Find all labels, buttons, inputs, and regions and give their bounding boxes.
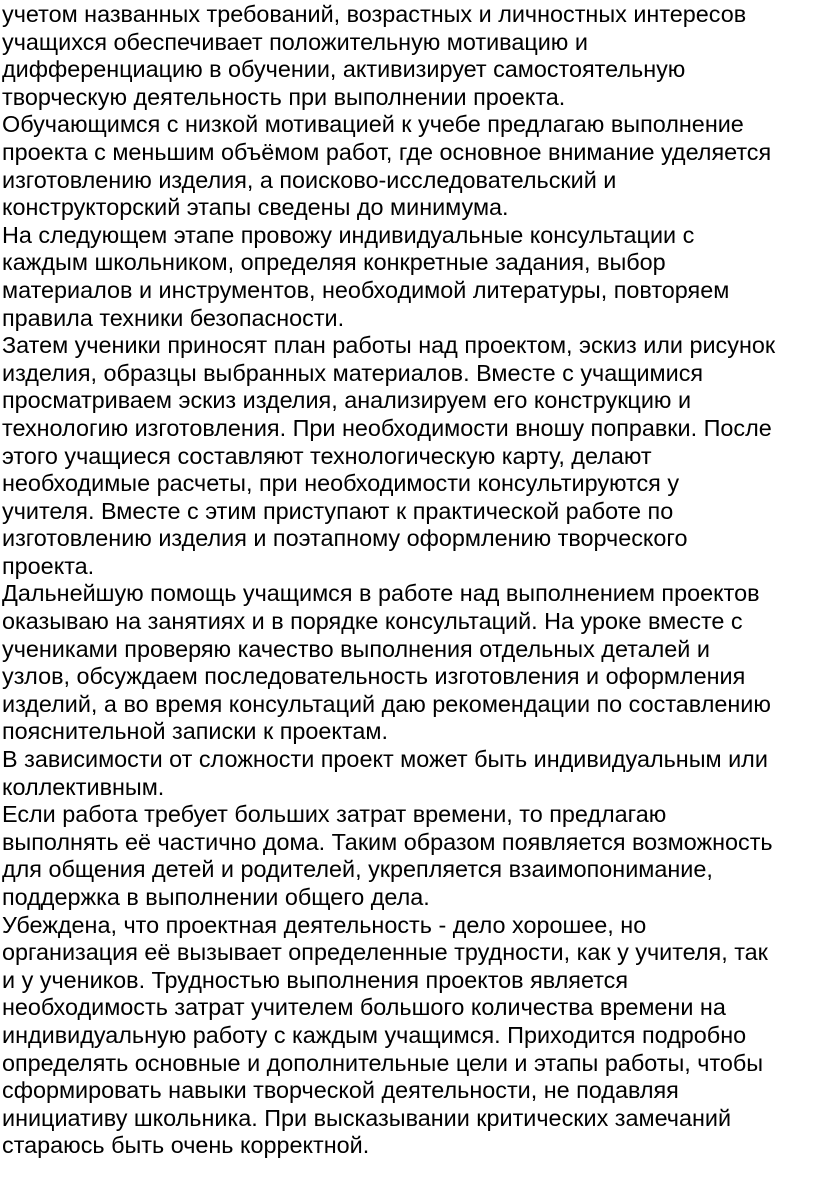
paragraph-7: Если работа требует больших затрат времени, то предлагаю выполнять её частично дома. Таким образом появляется возможность для общения детей и родителей, укрепляется взаимопонимание, поддержка в выполнении общего дела. xyxy=(2,801,773,910)
paragraph-2: Обучающимся с низкой мотивацией к учебе предлагаю выполнение проекта с меньшим объёмом работ, где основное внимание уделяется изготовлению изделия, а поисково-исследовательский и конструкторский этапы сведены до минимума. xyxy=(2,111,772,221)
paragraph-5: Дальнейшую помощь учащимся в работе над выполнением проектов оказываю на занятиях и в порядке консультаций. На уроке вместе с учениками проверяю качество выполнения отдельных деталей и узлов, обсуждаем последовательность изготовления и оформления изделий, а во время консультаций даю рекомендации по составлению пояснительной записки к проектам. xyxy=(2,580,771,745)
paragraph-4: Затем ученики приносят план работы над проектом, эскиз или рисунок изделия, образцы выбранных материалов. Вместе с учащимися просматриваем эскиз изделия, анализируем его конструкцию и технологию изготовления. При необходимости вношу поправки. После этого учащиеся составляют технологическую карту, делают необходимые расчеты, при необходимости консультируются у учителя. Вместе с этим приступают к практической работе по изготовлению изделия и поэтапному оформлению творческого проекта. xyxy=(2,332,776,579)
paragraph-8: Убеждена, что проектная деятельность - дело хорошее, но организация её вызывает определенные трудности, как у учителя, так и у учеников. Трудностью выполнения проектов является необходимость затрат учителем большого количества времени на индивидуальную работу с каждым учащимся. Приходится подробно определять основные и дополнительные цели и этапы работы, чтобы сформировать навыки творческой деятельности, не подавляя инициативу школьника. При высказывании критических замечаний стараюсь быть очень корректной. xyxy=(2,911,768,1159)
paragraph-3: На следующем этапе провожу индивидуальные консультации с каждым школьником, определяя конкретные задания, выбор материалов и инструментов, необходимой литературы, повторяем правила техники безопасности. xyxy=(2,221,730,331)
paragraph-1: учетом названных требований, возрастных и личностных интересов учащихся обеспечивает положительную мотивацию и дифференциацию в обучении, активизирует самостоятельную творческую деятельность при выполнении проекта. xyxy=(2,1,747,110)
paragraph-6: В зависимости от сложности проект может быть индивидуальным или коллективным. xyxy=(2,746,768,800)
